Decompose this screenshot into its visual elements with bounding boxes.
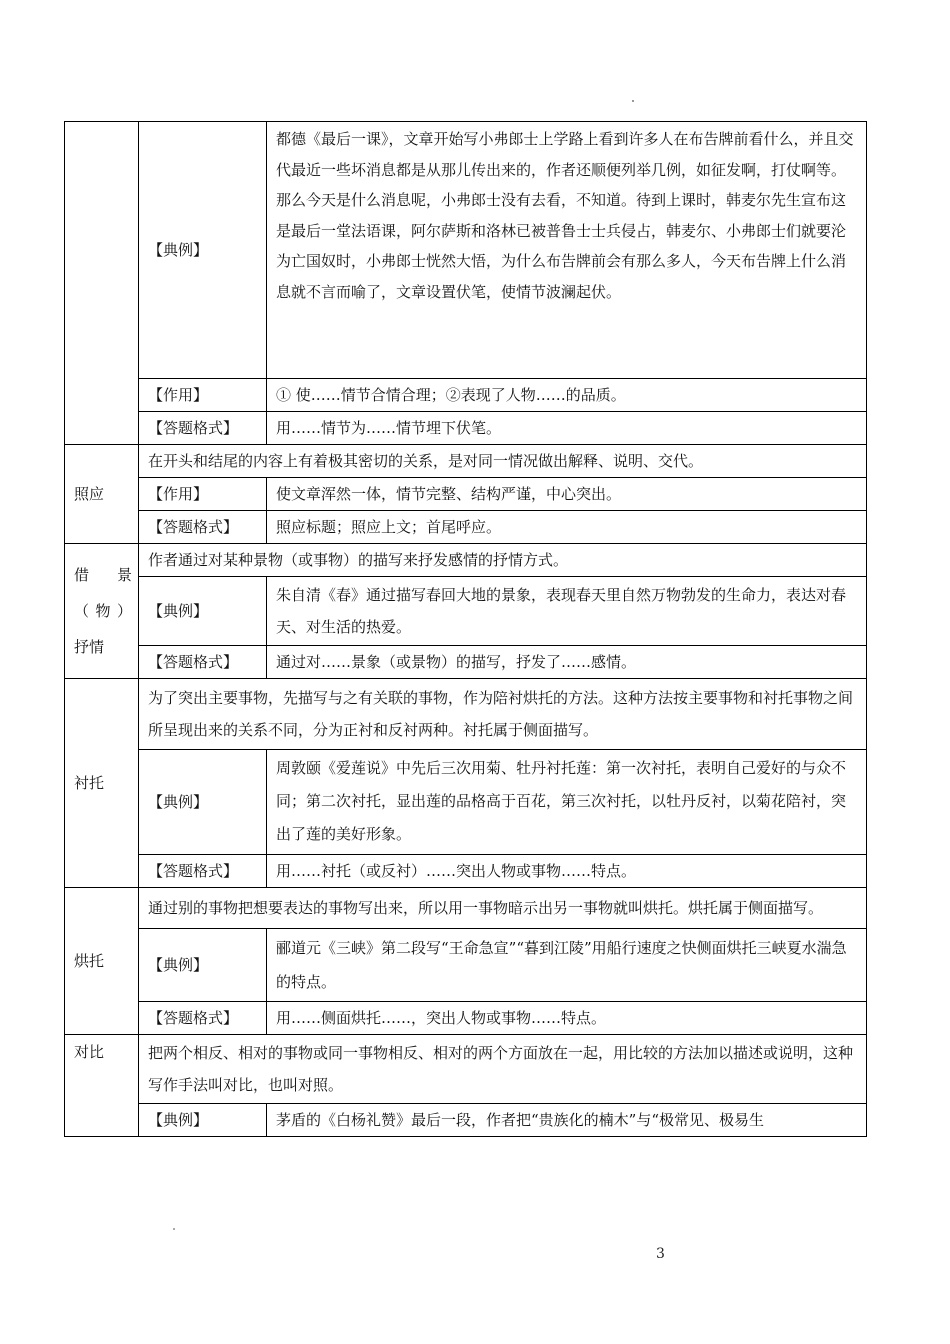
table-row bbox=[65, 577, 867, 646]
example-text: 郦道元《三峡》第二段写“王命急宣”“暮到江陵”用船行速度之快侧面烘托三峡夏水湍急的特点。 bbox=[267, 929, 867, 1002]
table-row bbox=[65, 855, 867, 888]
name-char: 物 bbox=[95, 602, 117, 620]
example-label: 【典例】 bbox=[139, 577, 267, 646]
format-text: 照应标题；照应上文；首尾呼应。 bbox=[267, 511, 867, 544]
table-row bbox=[65, 646, 867, 679]
table-row bbox=[65, 679, 867, 750]
definition-text: 把两个相反、相对的事物或同一事物相反、相对的两个方面放在一起，用比较的方法加以描述或说明，这种写作手法叫对比，也叫对照。 bbox=[139, 1035, 867, 1104]
technique-name-duibi: 对比 bbox=[65, 1035, 139, 1137]
technique-name-hongtuo: 烘托 bbox=[65, 888, 139, 1035]
name-line: 抒情 bbox=[74, 638, 105, 656]
effect-text: 使文章浑然一体，情节完整、结构严谨，中心突出。 bbox=[267, 478, 867, 511]
name-char: ） bbox=[116, 602, 132, 620]
table-row bbox=[65, 1035, 867, 1104]
effect-label: 【作用】 bbox=[139, 478, 267, 511]
format-text: 用……情节为……情节埋下伏笔。 bbox=[267, 412, 867, 445]
table-row bbox=[65, 929, 867, 1002]
technique-name-zhaoying: 照应 bbox=[65, 445, 139, 544]
definition-text: 通过别的事物把想要表达的事物写出来，所以用一事物暗示出另一事物就叫烘托。烘托属于侧面描写。 bbox=[139, 888, 867, 929]
format-label: 【答题格式】 bbox=[139, 646, 267, 679]
example-text: 都德《最后一课》，文章开始写小弗郎士上学路上看到许多人在布告牌前看什么，并且交代最近一些坏消息都是从那儿传出来的，作者还顺便列举几例，如征发啊，打仗啊等。那么今天是什么消息呢，小弗郎士没有去看，不知道。待到上课时，韩麦尔先生宣布这是最后一堂法语课，阿尔萨斯和洛林已被普鲁士士兵侵占，韩麦尔、小弗郎士们就要沦为亡国奴时，小弗郎士恍然大悟，为什么布告牌前会有那么多人，今天布告牌上什么消息就不言而喻了，文章设置伏笔，使情节波澜起伏。 bbox=[267, 122, 867, 379]
format-text: 用……侧面烘托……，突出人物或事物……特点。 bbox=[267, 1002, 867, 1035]
definition-text: 作者通过对某种景物（或事物）的描写来抒发感情的抒情方式。 bbox=[139, 544, 867, 577]
table-row bbox=[65, 750, 867, 855]
format-label: 【答题格式】 bbox=[139, 1002, 267, 1035]
table-row bbox=[65, 544, 867, 577]
definition-text: 为了突出主要事物，先描写与之有关联的事物，作为陪衬烘托的方法。这种方法按主要事物和衬托事物之间所呈现出来的关系不同，分为正衬和反衬两种。衬托属于侧面描写。 bbox=[139, 679, 867, 750]
example-label: 【典例】 bbox=[139, 122, 267, 379]
example-label: 【典例】 bbox=[139, 929, 267, 1002]
technique-name-chentuo: 衬托 bbox=[65, 679, 139, 888]
effect-label: 【作用】 bbox=[139, 379, 267, 412]
effect-text: ① 使……情节合情合理；②表现了人物……的品质。 bbox=[267, 379, 867, 412]
format-text: 用……衬托（或反衬）……突出人物或事物……特点。 bbox=[267, 855, 867, 888]
example-label: 【典例】 bbox=[139, 1104, 267, 1137]
name-char: 景 bbox=[116, 566, 132, 584]
example-text: 朱自清《春》通过描写春回大地的景象，表现春天里自然万物勃发的生命力，表达对春天、对生活的热爱。 bbox=[267, 577, 867, 646]
table-row bbox=[65, 478, 867, 511]
scan-speck bbox=[173, 1228, 175, 1230]
example-label: 【典例】 bbox=[139, 750, 267, 855]
writing-techniques-table bbox=[64, 121, 867, 1137]
page-number: 3 bbox=[656, 1246, 665, 1262]
format-label: 【答题格式】 bbox=[139, 412, 267, 445]
definition-text: 在开头和结尾的内容上有着极其密切的关系，是对同一情况做出解释、说明、交代。 bbox=[139, 445, 867, 478]
scan-speck bbox=[632, 100, 634, 102]
format-label: 【答题格式】 bbox=[139, 855, 267, 888]
table-row bbox=[65, 511, 867, 544]
technique-name-jiejing bbox=[65, 544, 139, 679]
table-row bbox=[65, 888, 867, 929]
table-row bbox=[65, 1104, 867, 1137]
example-text: 茅盾的《白杨礼赞》最后一段，作者把“贵族化的楠木”与“极常见、极易生 bbox=[267, 1104, 867, 1137]
name-char: （ bbox=[74, 602, 96, 620]
table-row bbox=[65, 412, 867, 445]
table-row bbox=[65, 445, 867, 478]
format-text: 通过对……景象（或景物）的描写，抒发了……感情。 bbox=[267, 646, 867, 679]
table-row bbox=[65, 1002, 867, 1035]
table-row bbox=[65, 379, 867, 412]
technique-name-cell bbox=[65, 122, 139, 445]
name-char: 借 bbox=[74, 566, 117, 584]
example-text: 周敦颐《爱莲说》中先后三次用菊、牡丹衬托莲：第一次衬托，表明自己爱好的与众不同；第二次衬托，显出莲的品格高于百花，第三次衬托，以牡丹反衬，以菊花陪衬，突出了莲的美好形象。 bbox=[267, 750, 867, 855]
table-row bbox=[65, 122, 867, 379]
format-label: 【答题格式】 bbox=[139, 511, 267, 544]
